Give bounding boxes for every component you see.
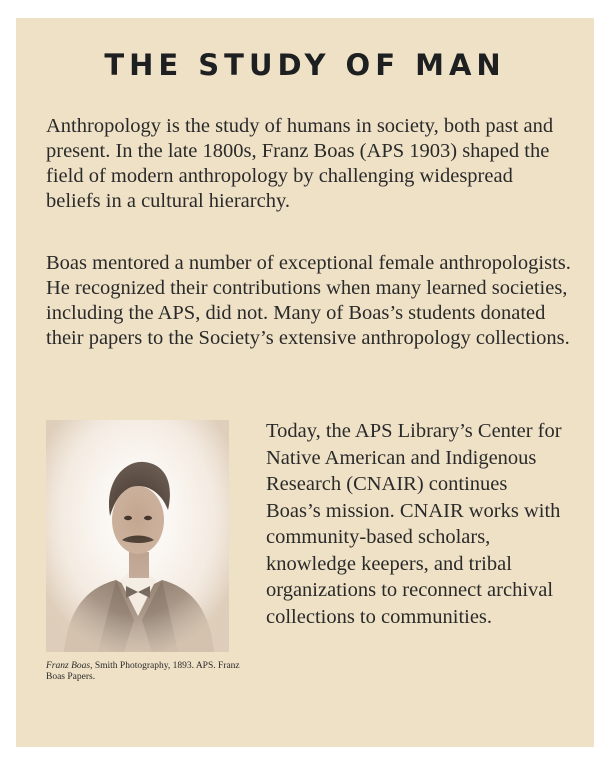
caption-credit: , Smith Photography, 1893. APS. Franz Boas Papers. <box>46 661 240 682</box>
cnair-paragraph: Today, the APS Library’s Center for Native American and Indigenous Research (CNAIR) continues Boas’s mission. CNAIR works with community-based scholars, knowledge keepers, and tribal organizations to reconnect archival collections to communities. <box>266 420 562 628</box>
intro-paragraph: Anthropology is the study of humans in society, both past and present. In the late 1800s, Franz Boas (APS 1903) shaped the field of modern anthropology by challenging widespread beliefs in a cultural hierarchy. <box>46 115 554 212</box>
caption-subject-name: Franz Boas <box>46 661 91 671</box>
page-title: THE STUDY OF MAN <box>104 48 506 82</box>
exhibit-panel <box>16 18 594 747</box>
franz-boas-portrait-photo <box>46 420 229 652</box>
mentorship-paragraph: Boas mentored a number of exceptional female anthropologists. He recognized their contributions when many learned societies, including the APS, did not. Many of Boas’s students donated their papers to the Society’s extensive anthropology collections. <box>46 252 571 349</box>
photo-caption <box>46 661 246 683</box>
